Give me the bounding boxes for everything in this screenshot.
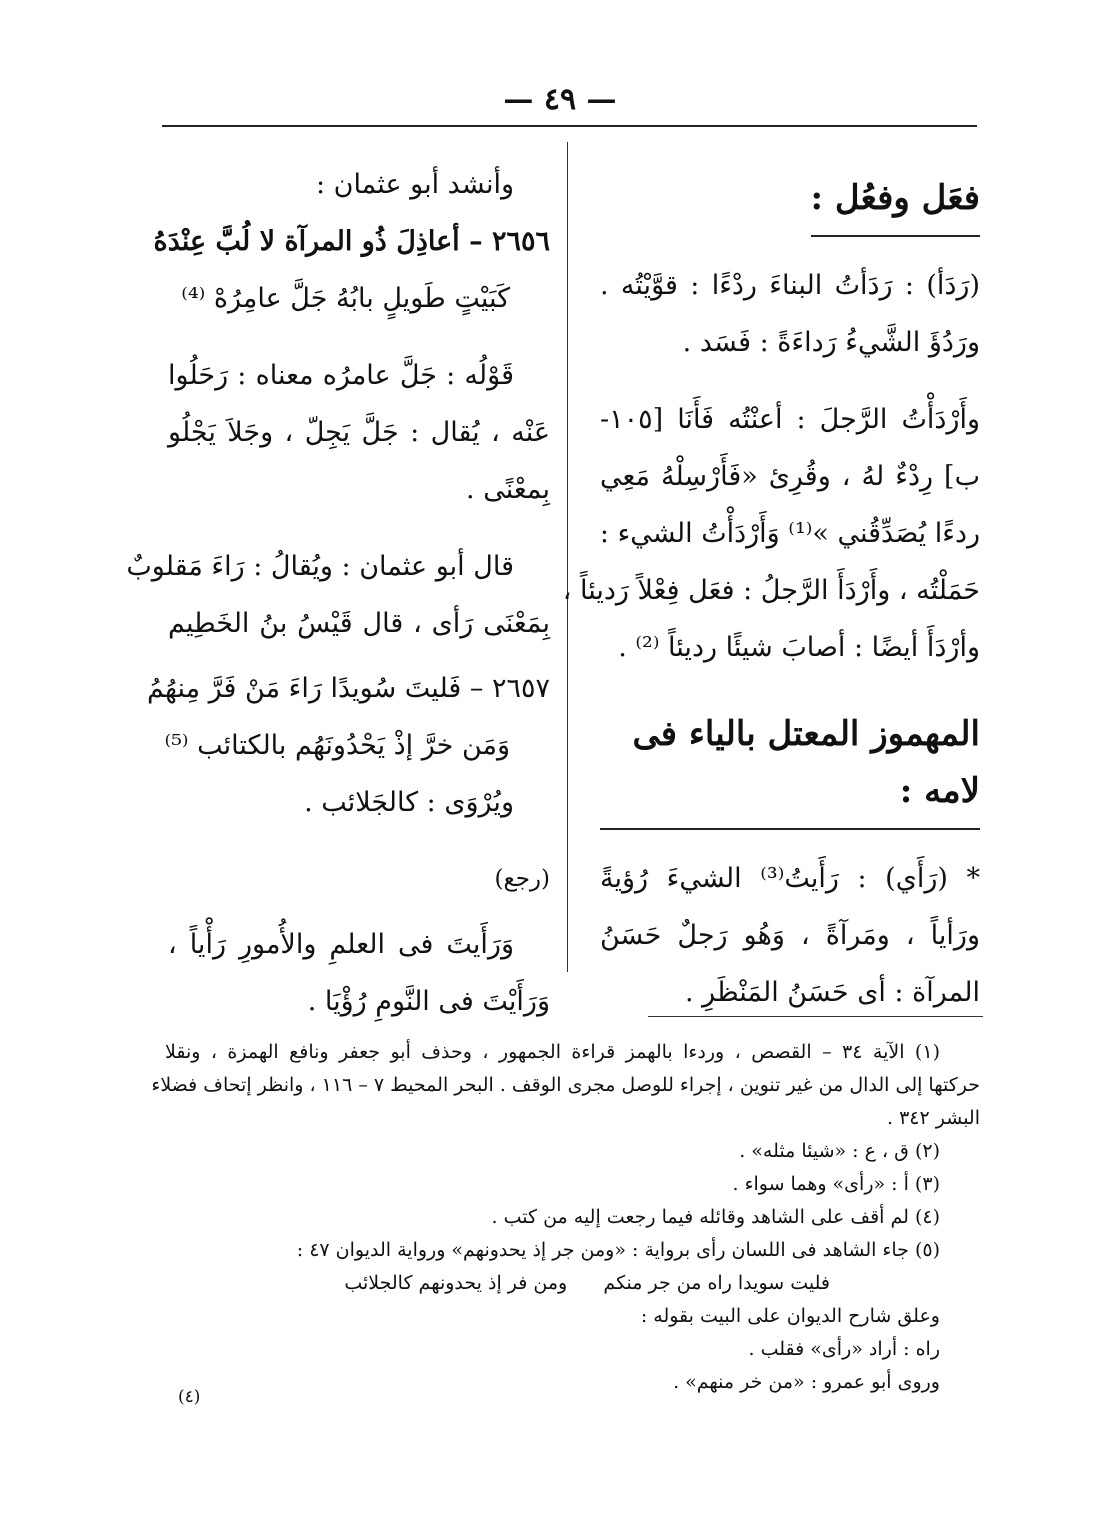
footnote-1-line-1: (١) الآية ٣٤ – القصص ، وردءا بالهمز قراءة الجمهور ، وحذف أبو جعفر ونافع الهمزة ، ونقلا (165, 1041, 940, 1063)
paragraph-line: وَرَأَيْتَ فى النَّومِ رُؤْيَا . (307, 986, 550, 1017)
paragraph-line: وَرَأَيتَ فى العلمِ والأُمورِ رَأْياً ، (168, 929, 514, 960)
paragraph-line: وأَرْدَأْتُ الرَّجلَ : أعنْتُه فَأَنَا [١٠٥- (600, 404, 980, 435)
entry-raay-line-3: المرآة : أى حَسَنُ المَنْظَرِ . (685, 977, 980, 1008)
paragraph-line: حَمَلْتُه ، وأَرْدَأَ الرَّجلُ : فعَل فِعْلاً رَديئاً ، (562, 575, 980, 606)
left-column (126, 150, 550, 1030)
section-heading-fa3ala: فعَل وفعُل : (600, 170, 980, 237)
paragraph-line: بِمَعْنَى رَأى ، قال قَيْسُ بنُ الخَطِيم (168, 608, 550, 639)
paragraph-line: وأرْدَأَ أيضًا : أصابَ شيئًا رديئاً ⁽²⁾ . (618, 632, 980, 663)
footnote-5-line-3: راه : أراد «رأى» فقلب . (748, 1338, 940, 1360)
footnote-5-line-1: (٥) جاء الشاهد فى اللسان رأى برواية : «ومن جر إذ يحدونهم» ورواية الديوان ٤٧ : (296, 1239, 940, 1261)
entry-rada-line-1: (رَدَأ) : رَدَأتُ البناءَ ردْءًا : قوَّيْتُه . (600, 270, 980, 301)
verse-2656-line-2: كَبَيْتٍ طَويلٍ بابُهُ جَلَّ عامِرُهْ ⁽⁴⁾ (181, 283, 510, 314)
entry-raay-line-2: ورَأياً ، ومَرآةً ، وَهُو رَجلٌ حَسَنُ (600, 920, 980, 951)
paragraph-line: ردءًا يُصَدِّقُني »⁽¹⁾ وَأَرْدَأْتُ الشيء : (599, 518, 980, 549)
entry-raay-line-1: * (رَأَي) : رَأَيتُ⁽³⁾ الشيءَ رُؤيةً (600, 863, 980, 894)
paragraph-line: ب] رِدْءٌ لهُ ، وقُرِئ «فَأَرْسِلْهُ مَعِي (600, 461, 980, 492)
verse-intro: وأنشد أبو عثمان : (315, 169, 514, 200)
column-divider (567, 142, 568, 972)
variant-reading: ويُرْوَى : كالجَلائب . (304, 787, 514, 818)
verse-2656-line-1: ٢٦٥٦ – أعاذِلَ ذُو المرآة لا لُبَّ عِنْدَهُ (153, 226, 550, 257)
footnotes (151, 1036, 980, 1399)
paragraph-line: عَنْه ، يُقال : جَلَّ يَجِلّ ، وجَلاَ يَجْلُو (168, 417, 550, 448)
footnote-rule (648, 1016, 983, 1017)
footnote-4: (٤) لم أقف على الشاهد وقائله فيما رجعت إليه من كتب . (491, 1206, 940, 1228)
section-heading-mahmuz: المهموز المعتل بالياء فى لامه : (600, 706, 980, 830)
reference-tag: (رجع) (494, 866, 550, 892)
footnote-2: (٢) ق ، ع : «شيئا مثله» . (739, 1140, 940, 1162)
footnote-5-line-2: وعلق شارح الديوان على البيت بقوله : (640, 1305, 940, 1327)
footnote-1-line-3: البشر ٣٤٢ . (887, 1107, 980, 1129)
footnote-5-verse: فليت سويدا راه من جر منكم ومن فر إذ يحدونهم كالجلائب (344, 1272, 830, 1294)
footnote-3: (٣) أ : «رأى» وهما سواء . (732, 1173, 940, 1195)
footnote-1-line-2: حركتها إلى الدال من غير تنوين ، إجراء للوصل مجرى الوقف . البحر المحيط ٧ – ١١٦ ، وانظر إتحاف فضلاء (151, 1074, 980, 1096)
right-column (562, 150, 980, 1021)
verse-2657-line-1: ٢٦٥٧ – فَليتَ سُويدًا رَاءَ مَنْ فَرَّ مِنهُمُ (147, 673, 550, 704)
header-rule (162, 125, 977, 127)
entry-rada-line-2: ورَدُؤَ الشَّيءُ رَداءَةً : فَسَد . (682, 327, 980, 358)
verse-2657-line-2: وَمَن خرَّ إذْ يَحْدُونَهُم بالكتائب ⁽⁵⁾ (164, 730, 510, 761)
paragraph-line: بِمعْنًى . (466, 474, 550, 505)
footnote-5-line-4: وروى أبو عمرو : «من خر منهم» . (673, 1371, 940, 1393)
paragraph-line: قال أبو عثمان : ويُقالُ : رَاءَ مَقلوبٌ (126, 551, 514, 582)
paragraph-line: قَوْلُه : جَلَّ عامرُه معناه : رَحَلُوا (168, 360, 514, 391)
page-number: — ٤٩ — (503, 82, 617, 117)
printer-signature-mark: (٤) (178, 1387, 201, 1407)
